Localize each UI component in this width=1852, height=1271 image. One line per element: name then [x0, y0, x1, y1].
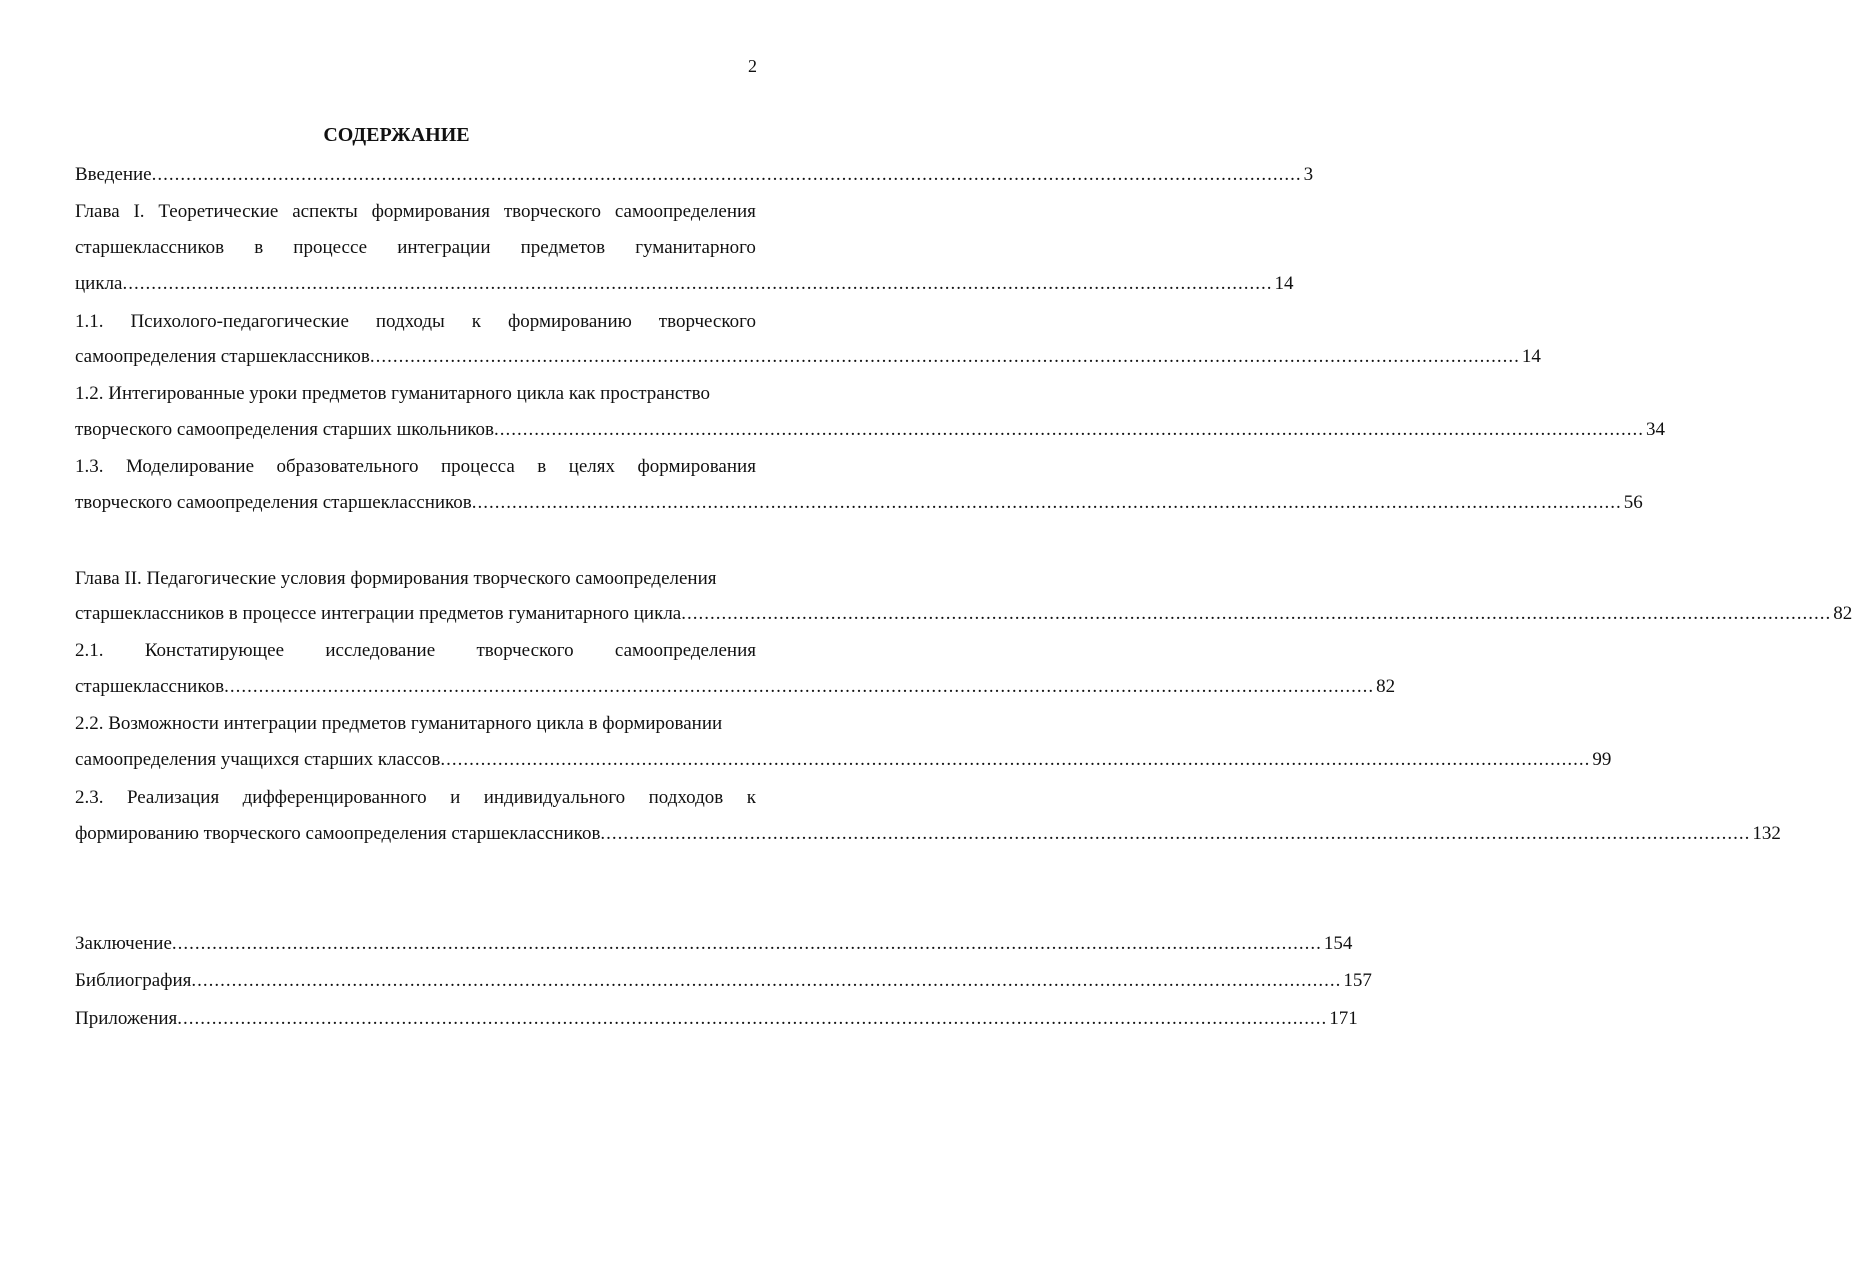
toc-page-number: 171 [1329, 1008, 1358, 1029]
toc-word: Психолого-педагогические [130, 311, 349, 332]
leader-dots: ........................................................................................................................................................................................................ [681, 603, 1832, 624]
toc-word: и [450, 787, 461, 808]
toc-word: 1.3. [75, 456, 104, 477]
toc-entry-1-3-line-1 [75, 454, 756, 480]
toc-entry-text: самоопределения старшеклассников [75, 346, 370, 367]
toc-page-number: 56 [1623, 492, 1643, 513]
toc-entry-text: цикла [75, 273, 123, 294]
leader-dots: ........................................................................................................................................................................................................ [494, 419, 1645, 440]
page-title: СОДЕРЖАНИЕ [323, 124, 470, 146]
leader-dots: ........................................................................................................................................................................................................ [224, 676, 1375, 697]
toc-entry-1-2-line-2 [75, 417, 1666, 443]
toc-word: 1.1. [75, 311, 104, 332]
toc-word: процессе [293, 237, 368, 258]
toc-entry-chapter-2-line-2 [75, 601, 1852, 627]
toc-word: индивидуального [483, 787, 626, 808]
toc-word: Реализация [126, 787, 220, 808]
toc-entry-chapter-2-line-1: Глава II. Педагогические условия формирования творческого самоопределения [75, 568, 717, 589]
toc-page-number: 34 [1646, 419, 1666, 440]
toc-page-number: 99 [1592, 749, 1612, 770]
toc-entry-1-2-line-1: 1.2. Интегированные уроки предметов гуманитарного цикла как пространство [75, 383, 710, 404]
toc-entry-text: творческого самоопределения старшеклассников [75, 492, 472, 513]
toc-entry-conclusion [75, 931, 1353, 957]
toc-word: к [746, 787, 756, 808]
toc-page-number: 14 [1274, 273, 1294, 294]
toc-word: аспекты [292, 201, 358, 222]
toc-page-number: 154 [1323, 933, 1353, 954]
toc-page-number: 82 [1833, 603, 1852, 624]
toc-entry-text: Библиография [75, 970, 192, 991]
toc-word: интеграции [397, 237, 491, 258]
toc-entry-bibliography [75, 968, 1372, 994]
toc-word: 2.3. [75, 787, 104, 808]
leader-dots: ........................................................................................................................................................................................................ [122, 273, 1273, 294]
toc-entry-1-3-line-2 [75, 490, 1643, 516]
toc-word: формирования [371, 201, 491, 222]
leader-dots: ........................................................................................................................................................................................................ [191, 970, 1342, 991]
toc-word: гуманитарного [635, 237, 756, 258]
toc-entry-chapter-1-line-2 [75, 235, 756, 261]
toc-entry-1-1-line-1 [75, 309, 756, 335]
toc-entry-text: самоопределения учащихся старших классов [75, 749, 441, 770]
leader-dots: ........................................................................................................................................................................................................ [600, 823, 1751, 844]
toc-word: творческого [476, 640, 574, 661]
toc-entry-2-2-line-1: 2.2. Возможности интеграции предметов гуманитарного цикла в формировании [75, 713, 723, 734]
toc-word: образовательного [276, 456, 419, 477]
toc-word: дифференцированного [242, 787, 427, 808]
toc-entry-text: формированию творческого самоопределения старшеклассников [75, 823, 601, 844]
toc-word: в [537, 456, 547, 477]
leader-dots: ........................................................................................................................................................................................................ [171, 933, 1322, 954]
toc-entry-text: Заключение [75, 933, 172, 954]
toc-entry-text: старшеклассников в процессе интеграции предметов гуманитарного цикла [75, 603, 682, 624]
toc-word: Моделирование [125, 456, 255, 477]
toc-entry-2-1-line-1 [75, 638, 756, 664]
toc-word: формирования [637, 456, 756, 477]
toc-page-number: 14 [1521, 346, 1541, 367]
toc-entry-chapter-1-line-1 [75, 199, 756, 225]
toc-entry-text: творческого самоопределения старших школьников [75, 419, 495, 440]
toc-page-number: 82 [1376, 676, 1396, 697]
toc-word: к [471, 311, 481, 332]
leader-dots: ........................................................................................................................................................................................................ [177, 1008, 1328, 1029]
toc-word: I. [133, 201, 145, 222]
toc-word: самоопределения [614, 201, 756, 222]
leader-dots: ........................................................................................................................................................................................................ [369, 346, 1520, 367]
toc-page-number: 3 [1303, 164, 1314, 185]
toc-word: творческого [658, 311, 756, 332]
toc-word: старшеклассников [75, 237, 225, 258]
toc-entry-2-3-line-1 [75, 785, 756, 811]
toc-entry-2-3-line-2 [75, 821, 1781, 847]
toc-entry-text: старшеклассников [75, 676, 225, 697]
toc-entry-2-1-line-2 [75, 674, 1396, 700]
leader-dots: ........................................................................................................................................................................................................ [440, 749, 1591, 770]
toc-word: Глава [75, 201, 120, 222]
toc-page-number: 132 [1752, 823, 1781, 844]
toc-word: процесса [440, 456, 515, 477]
toc-entry-intro [75, 162, 1314, 188]
toc-word: самоопределения [614, 640, 756, 661]
toc-page-number: 157 [1343, 970, 1372, 991]
toc-word: подходов [648, 787, 724, 808]
toc-word: Теоретические [158, 201, 279, 222]
toc-word: исследование [325, 640, 436, 661]
toc-entry-1-1-line-2 [75, 344, 1541, 370]
toc-word: 2.1. [75, 640, 104, 661]
toc-word: в [254, 237, 264, 258]
toc-entry-text: Приложения [75, 1008, 178, 1029]
toc-entry-chapter-1-line-3 [75, 271, 1294, 297]
leader-dots: ........................................................................................................................................................................................................ [151, 164, 1302, 185]
toc-word: подходы [375, 311, 445, 332]
toc-word: творческого [503, 201, 602, 222]
toc-word: формированию [507, 311, 632, 332]
toc-word: предметов [520, 237, 606, 258]
toc-entry-2-2-line-2 [75, 747, 1612, 773]
toc-entry-appendices [75, 1006, 1358, 1032]
toc-word: целях [568, 456, 616, 477]
leader-dots: ........................................................................................................................................................................................................ [471, 492, 1622, 513]
toc-entry-text: Введение [75, 164, 152, 185]
page-number: 2 [748, 56, 757, 76]
toc-word: Констатирующее [144, 640, 285, 661]
